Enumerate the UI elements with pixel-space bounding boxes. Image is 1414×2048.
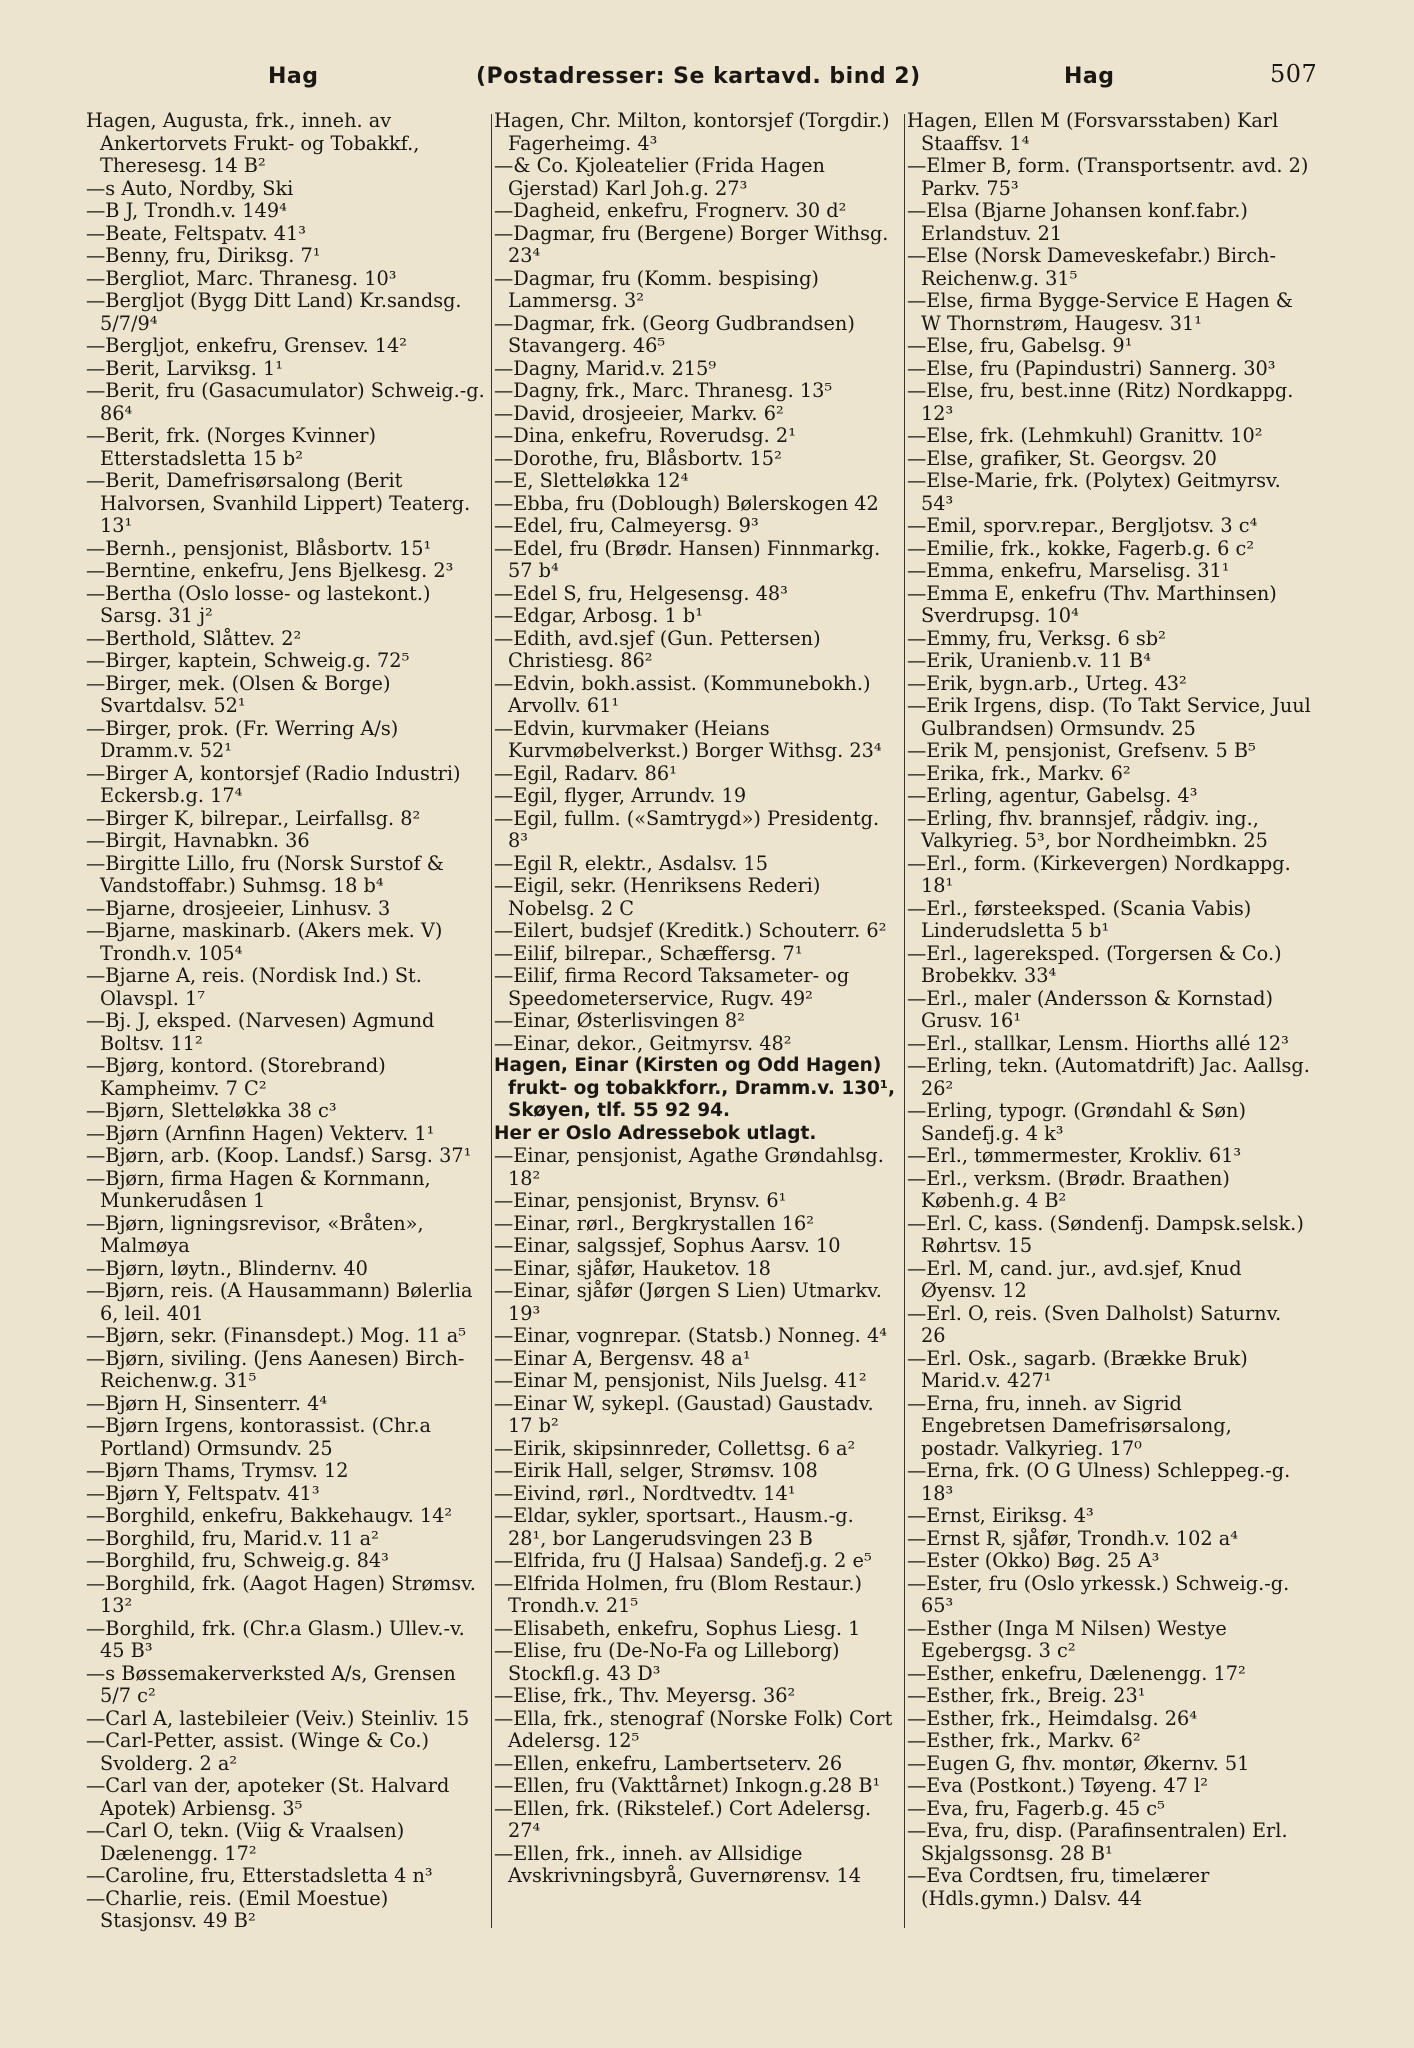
directory-entry: —Einar, sjåfør (Jørgen S Lien) Utmarkv. 19³ (494, 1279, 882, 1325)
directory-entry: —Bjarne, maskinarb. (Akers mek. V) Trondh.v. 105⁴ (86, 919, 443, 965)
directory-entry: —Egil R, elektr., Asdalsv. 15 (494, 851, 768, 875)
directory-entry: —Esther, enkefru, Dælenengg. 17² (907, 1661, 1246, 1685)
directory-entry: —Edel S, fru, Helgesensg. 48³ (494, 581, 788, 605)
directory-entry: —Esther, frk., Markv. 6² (907, 1729, 1141, 1752)
directory-entry: —Else, firma Bygge-Service E Hagen & W Thornstrøm, Haugesv. 31¹ (907, 289, 1293, 335)
directory-entry: —Birger, kaptein, Schweig.g. 72⁵ (86, 649, 410, 672)
directory-entry: —Berthold, Slåttev. 2² (86, 626, 302, 650)
directory-entry: —Emma, enkefru, Marselisg. 31¹ (907, 559, 1230, 582)
directory-entry: —Ellen, frk., inneh. av Allsidige Avskrivningsbyrå, Guvernørensv. 14 (494, 1841, 862, 1887)
directory-entry: —Esther (Inga M Nilsen) Westye Egebergsg. 3 c² (907, 1616, 1227, 1662)
header-right-word: Hag (1064, 64, 1115, 89)
directory-entry: —Benny, fru, Diriksg. 7¹ (86, 244, 321, 267)
directory-entry: —Erik M, pensjonist, Grefsenv. 5 B⁵ (907, 739, 1256, 762)
directory-entry: Hagen, Chr. Milton, kontorsjef (Torgdir.) Fagerheimg. 4³ (494, 109, 890, 155)
directory-entry: —Bjørg, kontord. (Storebrand) Kampheimv. 7 C² (86, 1054, 386, 1100)
directory-entry: —Erl., tømmermester, Krokliv. 61³ (907, 1144, 1242, 1167)
directory-entry: —Elise, fru (De-No-Fa og Lilleborg) Stockfl.g. 43 D³ (494, 1639, 840, 1685)
directory-entry: —Einar, Østerlisvingen 8² (494, 1009, 745, 1032)
directory-entry: —B J, Trondh.v. 149⁴ (86, 199, 287, 222)
directory-entry: —Bjørn Y, Feltspatv. 41³ (86, 1481, 320, 1505)
directory-entry: —Bjarne A, reis. (Nordisk Ind.) St. Olavspl. 1⁷ (86, 964, 422, 1010)
directory-entry: Her er Oslo Adressebok utlagt. (494, 1122, 817, 1144)
directory-entry: —Dagheid, enkefru, Frognerv. 30 d² (494, 199, 847, 222)
directory-entry: —Eva, fru, disp. (Parafinsentralen) Erl. Skjalgssonsg. 28 B¹ (907, 1819, 1288, 1865)
directory-entry: —Berntine, enkefru, Jens Bjelkesg. 2³ (86, 559, 454, 582)
directory-entry: —Bjørn H, Sinsenterr. 4⁴ (86, 1391, 328, 1415)
directory-entry: —Dorothe, fru, Blåsbortv. 15² (494, 446, 782, 470)
directory-entry: —Bertha (Oslo losse- og lastekont.) Sarsg. 31 j² (86, 581, 431, 627)
directory-entry: —Elmer B, form. (Transportsentr. avd. 2) Parkv. 75³ (907, 154, 1309, 200)
directory-entry: —Egil, Radarv. 86¹ (494, 761, 677, 785)
directory-entry: —Erl. O, reis. (Sven Dalholst) Saturnv. 26 (907, 1301, 1282, 1347)
directory-entry: —Esther, frk., Breig. 23¹ (907, 1684, 1146, 1707)
directory-entry: —Dagmar, fru (Bergene) Borger Withsg. 23⁴ (494, 221, 889, 267)
directory-entry: —Beate, Feltspatv. 41³ (86, 221, 307, 245)
directory-entry: —Bjørn Thams, Trymsv. 12 (86, 1459, 349, 1482)
directory-entry: —Erna, fru, inneh. av Sigrid Engebretsen Damefrisørsalong, postadr. Valkyrieg. 17⁰ (907, 1391, 1232, 1460)
directory-entry: —Einar, rørl., Bergkrystallen 16² (494, 1211, 815, 1235)
column-2 (494, 110, 898, 1888)
directory-entry: —Bjørn, reis. (A Hausammann) Bølerlia 6, leil. 401 (86, 1279, 473, 1325)
directory-entry: —Birger, mek. (Olsen & Borge) Svartdalsv. 52¹ (86, 671, 391, 717)
directory-entry: —Carl O, tekn. (Viig & Vraalsen) Dælenengg. 17² (86, 1819, 405, 1865)
directory-entry: —Emil, sporv.repar., Bergljotsv. 3 c⁴ (907, 514, 1258, 537)
directory-entry: —Dagny, Marid.v. 215⁹ (494, 356, 717, 380)
directory-entry: —Ella, frk., stenograf (Norske Folk) Cort Adelersg. 12⁵ (494, 1706, 893, 1752)
directory-entry: —Bjarne, drosjeeier, Linhusv. 3 (86, 896, 391, 920)
directory-entry: —Carl van der, apoteker (St. Halvard Apotek) Arbiensg. 3⁵ (86, 1774, 450, 1820)
directory-entry: —Berit, fru (Gasacumulator) Schweig.-g. 86⁴ (86, 379, 485, 425)
header-left-word: Hag (268, 64, 319, 89)
directory-entry: —Erl., verksm. (Brødr. Braathen) Københ.g. 4 B² (907, 1166, 1230, 1212)
directory-entry: —Bergljot (Bygg Ditt Land) Kr.sandsg. 5/7/9⁴ (86, 289, 462, 335)
directory-entry: —Else, fru (Papindustri) Sannerg. 30³ (907, 356, 1276, 380)
directory-entry: Hagen, Einar (Kirsten og Odd Hagen) frukt- og tobakkforr., Dramm.v. 130¹, Skøyen, tlf. 55 92 94. (494, 1055, 896, 1121)
directory-entry: —Ester (Okko) Bøg. 25 A³ (907, 1549, 1160, 1572)
directory-entry: —Edel, fru, Calmeyersg. 9³ (494, 514, 759, 537)
directory-entry: —Einar, dekor., Geitmyrsv. 48² (494, 1031, 792, 1055)
directory-entry: —Erl., førsteeksped. (Scania Vabis) Linderudsletta 5 b¹ (907, 896, 1252, 942)
directory-entry: —s Bøssemakerverksted A/s, Grensen 5/7 c² (86, 1661, 456, 1707)
directory-entry: —Ellen, frk. (Rikstelef.) Cort Adelersg. 27⁴ (494, 1796, 872, 1842)
column-1 (86, 110, 490, 1933)
directory-entry: —Bergljot, enkefru, Grensev. 14² (86, 334, 408, 357)
directory-entry: —Eilif, bilrepar., Schæffersg. 7¹ (494, 941, 803, 965)
directory-entry: —Eva, fru, Fagerb.g. 45 c⁵ (907, 1796, 1165, 1820)
directory-entry: —Erl., maler (Andersson & Kornstad) Grusv. 16¹ (907, 986, 1274, 1032)
directory-entry: —Eugen G, fhv. montør, Økernv. 51 (907, 1751, 1250, 1775)
directory-entry: —Berit, Damefrisørsalong (Berit Halvorsen, Svanhild Lippert) Teaterg. 13¹ (86, 469, 471, 537)
directory-entry: —Bjørn, ligningsrevisor, «Bråten», Malmøya (86, 1211, 424, 1257)
directory-entry: —Borghild, enkefru, Bakkehaugv. 14² (86, 1504, 453, 1527)
directory-entry: —Else (Norsk Dameveskefabr.) Birch-Reichenw.g. 31⁵ (907, 244, 1276, 290)
directory-entry: —Eivind, rørl., Nordtvedtv. 14¹ (494, 1481, 796, 1505)
directory-entry: —Erl. Osk., sagarb. (Brække Bruk) Marid.v. 427¹ (907, 1346, 1248, 1392)
directory-entry: —Edvin, bokh.assist. (Kommunebokh.) Arvollv. 61¹ (494, 671, 871, 717)
directory-entry: —Borghild, frk. (Chr.a Glasm.) Ullev.-v. 45 B³ (86, 1616, 465, 1662)
directory-entry: —Else, fru, Gabelsg. 9¹ (907, 334, 1133, 357)
directory-entry: —Caroline, fru, Etterstadsletta 4 n³ (86, 1864, 433, 1887)
directory-entry: —Erl., stallkar, Lensm. Hiorths allé 12³ (907, 1031, 1289, 1055)
directory-entry: —Erl. M, cand. jur., avd.sjef, Knud Øyensv. 12 (907, 1256, 1242, 1302)
directory-entry: —Einar, pensjonist, Agathe Grøndahlsg. 18² (494, 1144, 884, 1190)
directory-entry: —E, Sletteløkka 12⁴ (494, 469, 689, 492)
directory-entry: —Eigil, sekr. (Henriksens Rederi) Nobelsg. 2 C (494, 874, 821, 920)
directory-entry: —Dagny, frk., Marc. Thranesg. 13⁵ (494, 379, 833, 402)
directory-entry: —Bjørn, siviling. (Jens Aanesen) Birch-Reichenw.g. 31⁵ (86, 1346, 465, 1392)
directory-entry: —Borghild, fru, Marid.v. 11 a² (86, 1526, 379, 1550)
directory-entry: —Eirik Hall, selger, Strømsv. 108 (494, 1459, 818, 1482)
directory-entry: —Emma E, enkefru (Thv. Marthinsen) Sverdrupsg. 10⁴ (907, 581, 1277, 627)
directory-entry: —Eldar, sykler, sportsart., Hausm.-g. 28¹, bor Langerudsvingen 23 B (494, 1504, 854, 1550)
directory-entry: —Berit, Larviksg. 1¹ (86, 356, 284, 380)
directory-entry: —Birger K, bilrepar., Leirfallsg. 8² (86, 806, 421, 830)
directory-entry: —Eirik, skipsinnreder, Collettsg. 6 a² (494, 1436, 856, 1460)
directory-entry: —Bjørn, firma Hagen & Kornmann, Munkerudåsen 1 (86, 1166, 431, 1212)
directory-entry: —Elsa (Bjarne Johansen konf.fabr.) Erlandstuv. 21 (907, 199, 1248, 245)
directory-entry: —Esther, frk., Heimdalsg. 26⁴ (907, 1706, 1198, 1730)
directory-entry: —David, drosjeeier, Markv. 6² (494, 401, 784, 425)
directory-entry: Hagen, Ellen M (Forsvarsstaben) Karl Staaffsv. 1⁴ (907, 109, 1279, 155)
directory-entry: —Elise, frk., Thv. Meyersg. 36² (494, 1684, 796, 1707)
directory-entry: —Bjørn, Sletteløkka 38 c³ (86, 1099, 337, 1122)
directory-entry: —Ellen, enkefru, Lambertseterv. 26 (494, 1751, 843, 1775)
directory-entry: —Eva (Postkont.) Tøyeng. 47 l² (907, 1774, 1208, 1797)
directory-entry: —Eilif, firma Record Taksameter- og Speedometerservice, Rugv. 49² (494, 964, 850, 1010)
directory-entry: —Erling, agentur, Gabelsg. 4³ (907, 784, 1198, 807)
directory-entry: —Bernh., pensjonist, Blåsbortv. 15¹ (86, 536, 432, 560)
directory-entry: —Borghild, fru, Schweig.g. 84³ (86, 1549, 389, 1572)
directory-entry: —Ernst R, sjåfør, Trondh.v. 102 a⁴ (907, 1526, 1239, 1550)
directory-entry: —Einar W, sykepl. (Gaustad) Gaustadv. 17 b² (494, 1391, 874, 1437)
directory-entry: —Bjørn (Arnfinn Hagen) Vekterv. 1¹ (86, 1121, 435, 1145)
page-number: 507 (1270, 60, 1318, 88)
directory-entry: —Erling, tekn. (Automatdrift) Jac. Aallsg. 26² (907, 1054, 1310, 1100)
directory-entry: —Bjørn Irgens, kontorassist. (Chr.a Portland) Ormsundv. 25 (86, 1414, 432, 1460)
directory-entry: Hagen, Augusta, frk., inneh. av Ankertorvets Frukt- og Tobakkf., Theresesg. 14 B² (86, 109, 420, 177)
directory-entry: —Bj. J, eksped. (Narvesen) Agmund Boltsv. 11² (86, 1009, 435, 1055)
directory-entry: —Edvin, kurvmaker (Heians Kurvmøbelverkst.) Borger Withsg. 23⁴ (494, 716, 882, 762)
directory-entry: —Erl., lagereksped. (Torgersen & Co.) Brobekkv. 33⁴ (907, 941, 1282, 987)
directory-entry: —s Auto, Nordby, Ski (86, 176, 294, 200)
directory-entry: —Einar M, pensjonist, Nils Juelsg. 41² (494, 1369, 867, 1392)
directory-entry: —Edel, fru (Brødr. Hansen) Finnmarkg. 57 b⁴ (494, 536, 881, 582)
directory-entry: —Ebba, fru (Doblough) Bølerskogen 42 (494, 491, 879, 515)
directory-entry: —Eva Cordtsen, fru, timelærer (Hdls.gymn.) Dalsv. 44 (907, 1864, 1210, 1910)
directory-entry: —Else, grafiker, St. Georgsv. 20 (907, 446, 1217, 470)
directory-entry: —Bjørn, løytn., Blindernv. 40 (86, 1256, 368, 1280)
directory-entry: —Erl. C, kass. (Søndenfj. Dampsk.selsk.) Røhrtsv. 15 (907, 1211, 1304, 1257)
directory-entry: —Ernst, Eiriksg. 4³ (907, 1504, 1094, 1527)
column-3 (907, 110, 1311, 1910)
directory-entry: —Birger, prok. (Fr. Werring A/s) Dramm.v. 52¹ (86, 716, 399, 762)
directory-entry: —Edith, avd.sjef (Gun. Pettersen) Christiesg. 86² (494, 626, 821, 672)
directory-entry: —Elisabeth, enkefru, Sophus Liesg. 1 (494, 1616, 861, 1640)
directory-entry: —Bergliot, Marc. Thranesg. 10³ (86, 266, 397, 290)
directory-entry: —Ester, fru (Oslo yrkessk.) Schweig.-g. 65³ (907, 1571, 1290, 1617)
directory-entry: —Carl-Petter, assist. (Winge & Co.) Svolderg. 2 a² (86, 1729, 429, 1775)
directory-entry: —Erl., form. (Kirkevergen) Nordkappg. 18¹ (907, 851, 1291, 897)
directory-entry: —Birgitte Lillo, fru (Norsk Surstof & Vandstoffabr.) Suhmsg. 18 b⁴ (86, 851, 444, 897)
directory-entry: —Einar, vognrepar. (Statsb.) Nonneg. 4⁴ (494, 1324, 887, 1347)
directory-entry: —Egil, flyger, Arrundv. 19 (494, 784, 747, 807)
header-center-title: (Postadresser: Se kartavd. bind 2) (476, 64, 921, 89)
directory-entry: —Elfrida, fru (J Halsaa) Sandefj.g. 2 e⁵ (494, 1549, 872, 1572)
directory-entry: —Erik, Uranienb.v. 11 B⁴ (907, 649, 1151, 672)
directory-entry: —Berit, frk. (Norges Kvinner) Etterstadsletta 15 b² (86, 424, 376, 470)
directory-entry: —Erna, frk. (O G Ulness) Schleppeg.-g. 18³ (907, 1459, 1291, 1505)
directory-entry: —Dina, enkefru, Roverudsg. 2¹ (494, 424, 796, 447)
directory-entry: —Emilie, frk., kokke, Fagerb.g. 6 c² (907, 536, 1255, 560)
directory-entry: —Else, fru, best.inne (Ritz) Nordkappg. 12³ (907, 379, 1294, 425)
directory-entry: —Edgar, Arbosg. 1 b¹ (494, 604, 703, 627)
directory-entry: —Dagmar, frk. (Georg Gudbrandsen) Stavangerg. 46⁵ (494, 311, 855, 357)
directory-entry: —Elfrida Holmen, fru (Blom Restaur.) Trondh.v. 21⁵ (494, 1571, 862, 1617)
directory-entry: —Erling, fhv. brannsjef, rådgiv. ing., Valkyrieg. 5³, bor Nordheimbkn. 25 (907, 806, 1268, 852)
directory-entry: —Charlie, reis. (Emil Moestue) Stasjonsv. 49 B² (86, 1886, 389, 1932)
column-divider (904, 114, 905, 1928)
directory-entry: —Borghild, frk. (Aagot Hagen) Strømsv. 13² (86, 1571, 476, 1617)
directory-entry: —Dagmar, fru (Komm. bespising) Lammersg. 3² (494, 266, 819, 312)
directory-entry: —Ellen, fru (Vakttårnet) Inkogn.g.28 B¹ (494, 1774, 881, 1797)
directory-entry: —Einar, salgssjef, Sophus Aarsv. 10 (494, 1234, 841, 1257)
directory-entry: —Eilert, budsjef (Kreditk.) Schouterr. 6² (494, 919, 887, 942)
directory-entry: —Bjørn, arb. (Koop. Landsf.) Sarsg. 37¹ (86, 1144, 472, 1167)
directory-entry: —Carl A, lastebileier (Veiv.) Steinliv. 15 (86, 1706, 470, 1730)
directory-entry: —Egil, fullm. («Samtrygd») Presidentg. 8³ (494, 806, 880, 852)
directory-entry: —Erik, bygn.arb., Urteg. 43² (907, 671, 1187, 695)
directory-entry: —Birgit, Havnabkn. 36 (86, 829, 310, 852)
directory-entry: —Erling, typogr. (Grøndahl & Søn) Sandefj.g. 4 k³ (907, 1099, 1246, 1145)
directory-entry: —Birger A, kontorsjef (Radio Industri) Eckersb.g. 17⁴ (86, 761, 461, 807)
column-divider (491, 114, 492, 1928)
directory-entry: —Erika, frk., Markv. 6² (907, 761, 1131, 785)
directory-entry: —Einar, sjåfør, Hauketov. 18 (494, 1256, 771, 1280)
directory-entry: —Einar A, Bergensv. 48 a¹ (494, 1346, 751, 1370)
directory-entry: —Else-Marie, frk. (Polytex) Geitmyrsv. 54³ (907, 469, 1281, 515)
directory-entry: —Erik Irgens, disp. (To Takt Service, Juul Gulbrandsen) Ormsundv. 25 (907, 694, 1311, 740)
directory-entry: —Emmy, fru, Verksg. 6 sb² (907, 626, 1166, 650)
directory-entry: —& Co. Kjoleatelier (Frida Hagen Gjerstad) Karl Joh.g. 27³ (494, 154, 825, 200)
directory-entry: —Else, frk. (Lehmkuhl) Granittv. 10² (907, 424, 1263, 447)
directory-entry: —Bjørn, sekr. (Finansdept.) Mog. 11 a⁵ (86, 1324, 467, 1347)
directory-entry: —Einar, pensjonist, Brynsv. 6¹ (494, 1189, 787, 1212)
